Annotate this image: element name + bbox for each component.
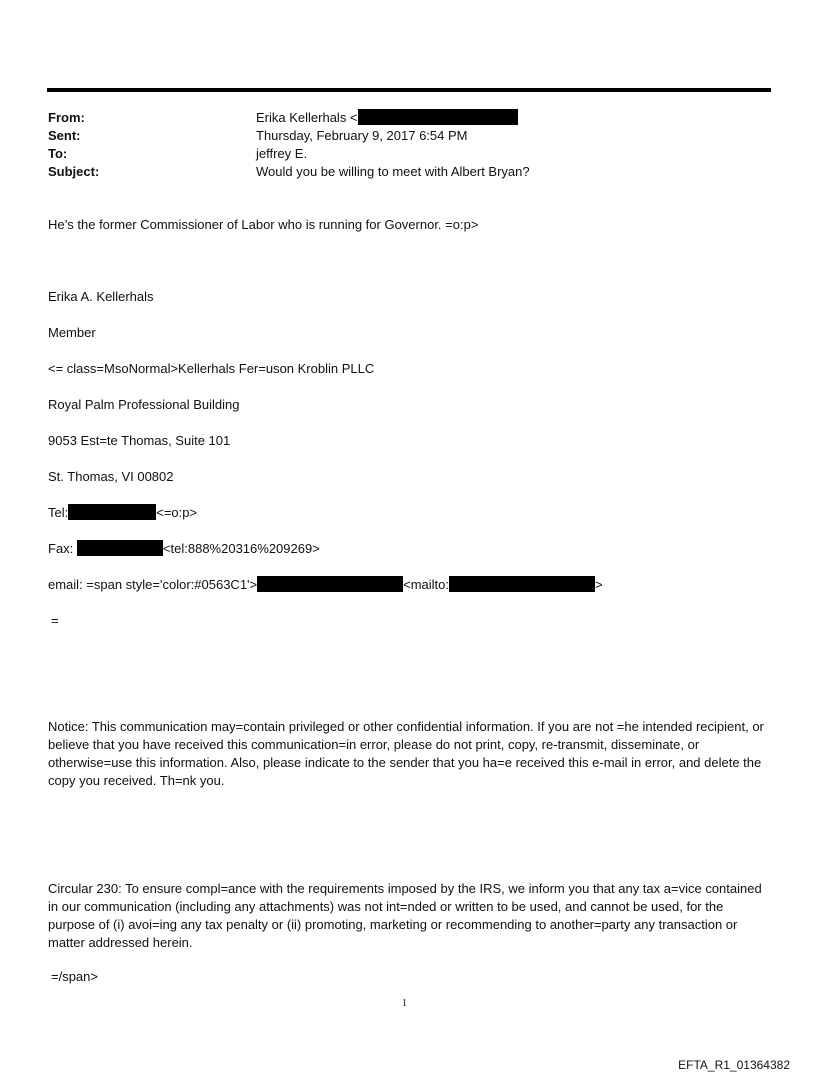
email-prefix: email: =span style='color:#0563C1'> (48, 577, 258, 592)
sent-value: Thursday, February 9, 2017 6:54 PM (256, 128, 468, 143)
fax-suffix: <tel:888%20316%209269> (162, 541, 320, 556)
tel-suffix: <=o:p> (156, 505, 198, 520)
fax-line (48, 540, 320, 558)
from-row (48, 109, 530, 127)
equals-line: = (51, 613, 59, 628)
from-label: From: (48, 110, 85, 125)
sent-row (48, 127, 530, 145)
to-value: jeffrey E. (256, 146, 308, 161)
redaction-box (257, 576, 403, 592)
signature-building: Royal Palm Professional Building (48, 397, 240, 412)
circular-paragraph: Circular 230: To ensure compl=ance with the requirements imposed by the IRS, we inform you that any tax a=vice contained in our communication (including any attachments) was not int=nded or written to be used, and cannot be used, for the purpose of (i) avoi=ing any tax penalty or (ii) promoting, marketing or recommending to another=party any transaction or matter addressed herein. (48, 881, 762, 950)
subject-label: Subject: (48, 164, 100, 179)
from-name: Erika Kellerhals < (256, 110, 358, 125)
redaction-box (449, 576, 595, 592)
span-close-line: =/span> (51, 969, 98, 984)
signature-title: Member (48, 325, 96, 340)
sent-label: Sent: (48, 128, 81, 143)
fax-label: Fax: (48, 541, 74, 556)
notice-paragraph: Notice: This communication may=contain privileged or other confidential information. If you are not =he intended recipient, or believe that you have received this communication=in error, please do not print, copy, re-transmit, disseminate, or otherwise=use this information. Also, please indicate to the sender that you ha=e received this e-mail in error, and delete the copy you received. Th=nk you. (48, 719, 764, 788)
email-line (48, 576, 603, 594)
email-mailto: <mailto: (403, 577, 450, 592)
to-row (48, 145, 530, 163)
signature-city: St. Thomas, VI 00802 (48, 469, 174, 484)
intro-line: He’s the former Commissioner of Labor who is running for Governor. =o:p> (48, 217, 479, 232)
redaction-box (358, 109, 518, 125)
subject-row (48, 163, 530, 181)
header-rule (47, 88, 771, 92)
email-end: > (595, 577, 603, 592)
signature-street: 9053 Est=te Thomas, Suite 101 (48, 433, 231, 448)
signature-name: Erika A. Kellerhals (48, 289, 154, 304)
tel-label: Tel: (48, 505, 69, 520)
redaction-box (68, 504, 156, 520)
to-label: To: (48, 146, 68, 161)
bates-number: EFTA_R1_01364382 (678, 1058, 790, 1072)
subject-value: Would you be willing to meet with Albert Bryan? (256, 164, 530, 179)
redaction-box (77, 540, 163, 556)
email-header (48, 109, 530, 181)
page-number: 1 (402, 998, 407, 1009)
tel-line (48, 504, 197, 522)
signature-firm: <= class=MsoNormal>Kellerhals Fer=uson Kroblin PLLC (48, 361, 375, 376)
from-value (256, 109, 518, 127)
